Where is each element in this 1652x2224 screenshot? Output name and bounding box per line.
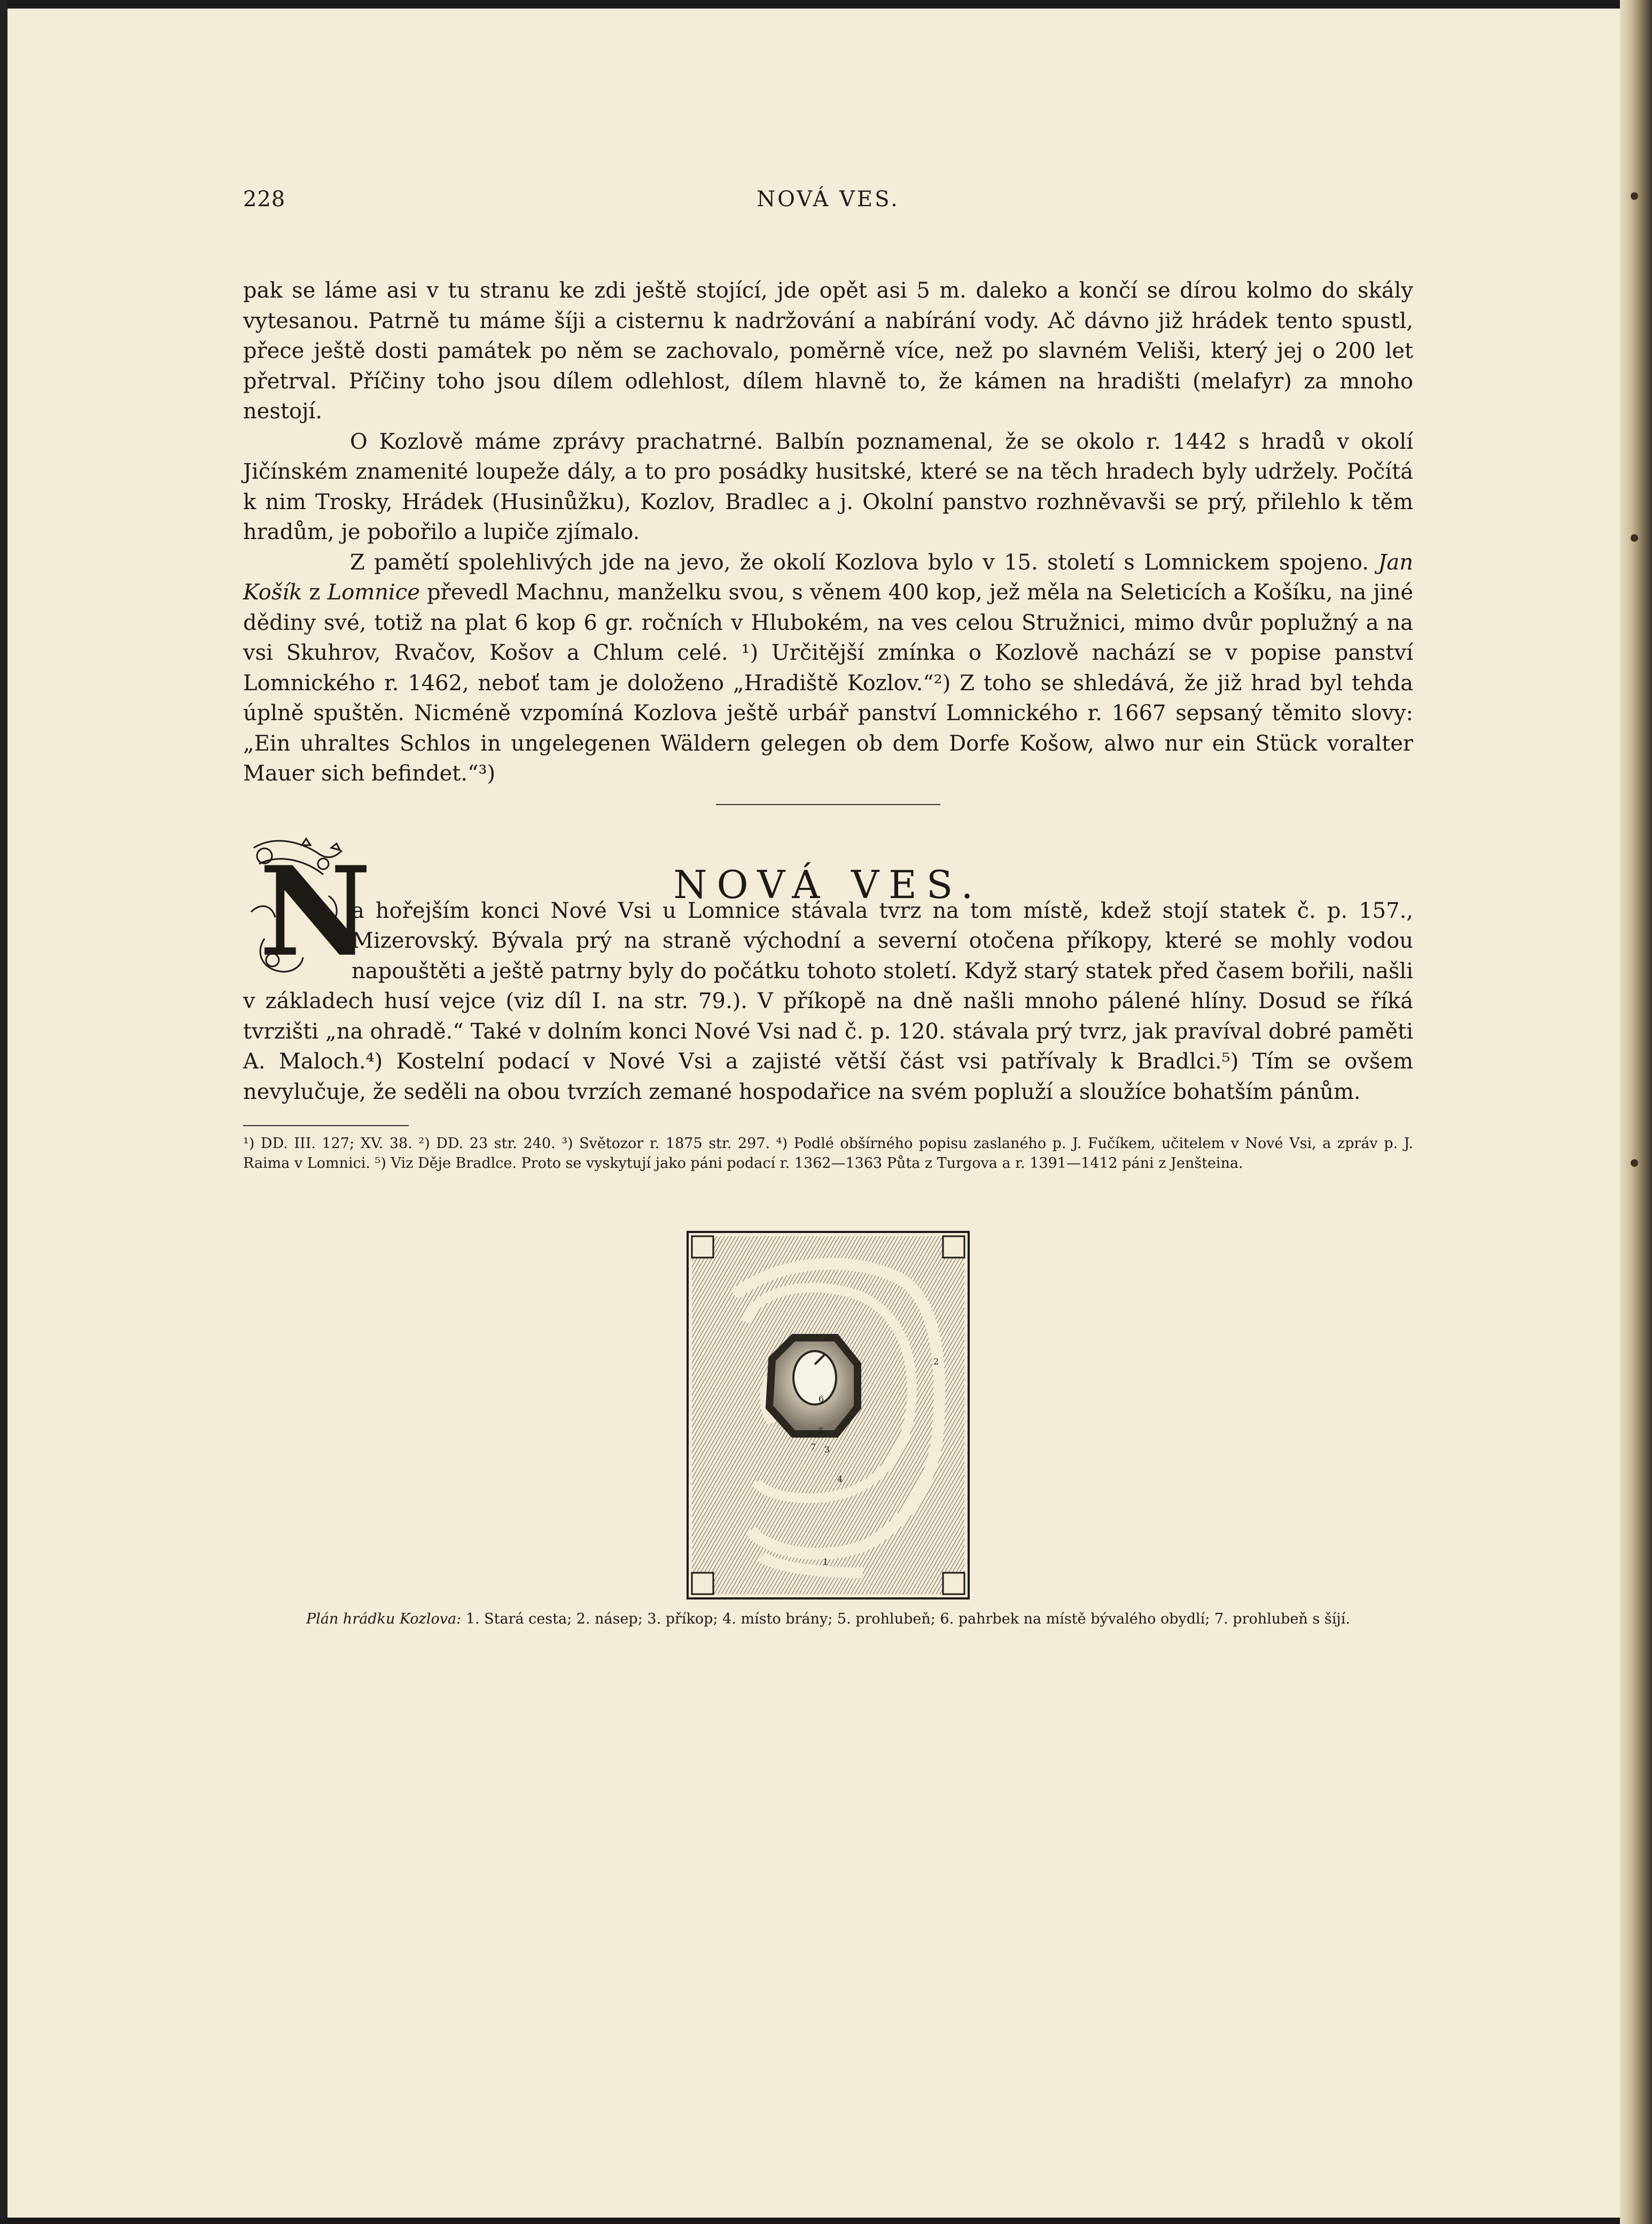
page-number: 228 [243,187,286,212]
footnote-ref: ⁵) [1221,1049,1239,1074]
paragraph-1: pak se láme asi v tu stranu ke zdi ještě stojící, jde opět asi 5 m. daleko a končí se dírou kolmo do skály vytesanou. Patrně tu máme šíji a cisternu k nadržování a nabírání vody. Ač dávno již hrádek tento spustl, přece ještě dosti památek po něm se zachovalo, poměrně více, než po slavném Veliši, který jej o 200 let přetrval. Příčiny toho jsou dílem odlehlost, dílem hlavně to, že kámen na hradišti (melafyr) za mnoho nestojí. [243,278,1413,424]
section-divider [716,804,940,805]
footnote-rule [243,1125,409,1126]
castle-plan-figure [687,1231,970,1599]
spine-mark [1631,534,1638,542]
corner-ornament-icon [943,1236,964,1258]
footnote-ref: ¹) [741,641,759,665]
caption-text: 1. Stará cesta; 2. násep; 3. příkop; 4. místo brány; 5. prohlubeň; 6. pahrbek na místě bývalého obydlí; 7. prohlubeň s šíjí. [465,1611,1350,1627]
corner-ornament-icon [943,1573,964,1594]
footnote-ref: ³) [478,761,496,786]
scan-frame-bottom [0,2218,1652,2224]
corner-ornament-icon [692,1573,713,1594]
section-body: N a hořejším konci Nové Vsi u Lomnice stávala tvrz na tom místě, kdež stojí statek č. p. 157., Mizerovský. Bývala prý na straně východní a severní otočena příkopy, které se mohly vodou napouštěti a ještě patrny byly do počátku tohoto století. Když starý statek před časem bořili, našli v základech husí vejce (viz díl I. na str. 79.). V příkopě na dně našli mnoho pálené hlíny. Dosud se říká tvrzišti „na ohradě.“ Také v dolním konci Nové Vsi nad č. p. 120. stávala prý tvrz, jak pravíval dobré paměti A. Maloch.⁴) Kostelní podací v Nové Vsi a zajisté větší část vsi patřívaly k Bradlci.⁵) Tím se ovšem nevylučuje, že seděli na obou tvrzích zemané hospodařice na svém popluží a sloužíce bohatším pánům. [243,896,1413,1107]
place-name: Lomnice [327,580,420,605]
plan-marker-7: 7 [811,1442,816,1452]
spine-mark [1631,1159,1638,1167]
dwelling-hill [793,1351,836,1404]
plan-marker-1: 1 [823,1557,829,1567]
running-title: NOVÁ VES. [757,187,900,212]
paragraph-3: Z pamětí spolehlivých jde na jevo, že okolí Kozlova bylo v 15. století s Lomnickem spojeno. Jan Košík z Lomnice převedl Machnu, manželku svou, s věnem 400 kop, jež měla na Seleticích a Košíku, na jiné dědiny své, totiž na plat 6 kop 6 gr. ročních v Hlubokém, na ves celou Stružnici, mimo dvůr poplužný a na vsi Skuhrov, Rvačov, Košov a Chlum celé. ¹) Určitější zmínka o Kozlově nachází se v popise panství Lomnického r. 1462, neboť tam je doloženo „Hradiště Kozlov.“²) Z toho se shledává, že již hrad byl tehda úplně spuštěn. Nicméně vzpomíná Kozlova ještě urbář panství Lomnického r. 1667 sepsaný těmito slovy: „Ein uhraltes Schlos in ungelegenen Wäldern gelegen ob dem Dorfe Košow, alwo nur ein Stück voralter Mauer sich befindet.“³) [243,550,1414,786]
plan-marker-5: 5 [819,1426,824,1436]
plan-marker-2: 2 [933,1356,939,1367]
plan-marker-3: 3 [824,1445,830,1455]
body-text [243,276,1413,789]
section-header [243,826,1413,908]
spine-mark [1631,192,1638,200]
corner-ornament-icon [692,1236,713,1258]
caption-label: Plán hrádku Kozlova: [306,1611,462,1627]
person-name: Jan Košík [243,550,1414,605]
footnotes [243,1134,1413,1173]
plan-marker-4: 4 [837,1474,843,1484]
paragraph-2: O Kozlově máme zprávy prachatrné. Balbín poznamenal, že se okolo r. 1442 s hradů v okolí Jičínském znamenité loupeže dály, a to pro posádky husitské, které se na těch hradech byly udržely. Počítá k nim Trosky, Hrádek (Husinůžku), Kozlov, Bradlec a j. Okolní panstvo rozhněvavši se prý, přilehlo k těm hradům, je pobořilo a lupiče zjímalo. [243,429,1413,544]
scan-frame-left [0,0,7,2224]
footnote-ref: ²) [933,670,951,696]
scan-frame-top [0,0,1652,9]
book-page [243,187,1413,1629]
footnote-text: ¹) DD. III. 127; XV. 38. ²) DD. 23 str. 240. ³) Světozor r. 1875 str. 297. ⁴) Podlé obšírného popisu zaslaného p. J. Fučíkem, učitelem v Nové Vsi, a zpráv p. J. Raima v Lomnici. ⁵) Viz Děje Bradlce. Proto se vyskytují jako páni podací r. 1362—1363 Půta z Turgova a r. 1391—1412 páni z Jenšteina. [243,1135,1413,1172]
book-spine-edge [1620,0,1652,2224]
running-head [243,187,1413,219]
section-title: NOVÁ VES. [673,862,983,908]
footnote-ref: ⁴) [365,1049,383,1074]
plan-marker-6: 6 [819,1394,824,1404]
dropcap-letter: N [259,839,372,984]
figure-caption [243,1609,1413,1629]
